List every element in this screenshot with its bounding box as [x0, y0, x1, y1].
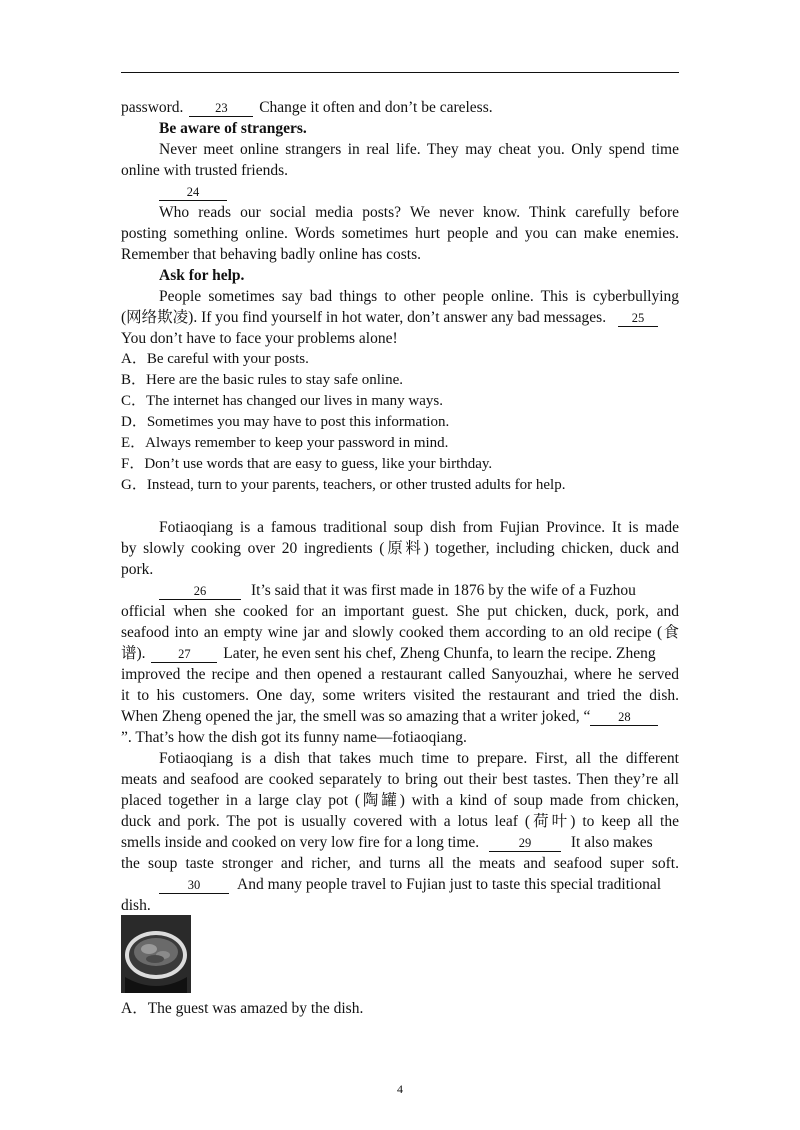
paragraph-line: it to his customers. One day, some writers visited the restaurant and tried the dish. — [121, 687, 679, 704]
blank-24-line — [159, 181, 679, 202]
soup-dish-image — [121, 915, 191, 993]
blank-23[interactable]: 23 — [189, 100, 253, 117]
paragraph-line: Remember that behaving badly online has costs. — [121, 246, 422, 263]
paragraph-line: duck and pork. The pot is usually covered with a lotus leaf (荷叶) to keep all the — [121, 813, 679, 830]
paragraph-line: by slowly cooking over 20 ingredients (原料) together, including chicken, duck and — [121, 540, 679, 557]
blank-26[interactable]: 26 — [159, 583, 241, 600]
heading-help: Ask for help. — [159, 267, 245, 284]
option-item: F．Don’t use words that are easy to guess, like your birthday. — [121, 456, 493, 472]
blank-24[interactable]: 24 — [159, 184, 227, 201]
blank-27[interactable]: 27 — [151, 646, 217, 663]
paragraph-line: posting something online. Words sometimes hurt people and you can make enemies. — [121, 225, 679, 242]
paragraph-line: improved the recipe and then opened a restaurant called Sanyouzhai, where he served — [121, 666, 679, 683]
blank-29[interactable]: 29 — [489, 835, 561, 852]
heading-strangers: Be aware of strangers. — [159, 120, 307, 137]
option-item: G．Instead, turn to your parents, teachers, or other trusted adults for help. — [121, 477, 566, 493]
blank-28[interactable]: 28 — [590, 709, 658, 726]
passage1-line1: password. 23 Change it often and don’t be careless. — [121, 99, 493, 116]
paragraph-line: Fotiaoqiang is a famous traditional soup dish from Fujian Province. It is made — [159, 519, 679, 536]
paragraph-line: You don’t have to face your problems alone! — [121, 330, 398, 347]
option-item: D．Sometimes you may have to post this information. — [121, 414, 450, 430]
blank-30[interactable]: 30 — [159, 877, 229, 894]
paragraph-line: Who reads our social media posts? We never know. Think carefully before — [159, 204, 679, 221]
option-item: A．Be careful with your posts. — [121, 351, 309, 367]
option-item: C．The internet has changed our lives in many ways. — [121, 393, 444, 409]
paragraph-line: Fotiaoqiang is a dish that takes much time to prepare. First, all the different — [159, 750, 679, 767]
paragraph-line: People sometimes say bad things to other people online. This is cyberbullying — [159, 288, 679, 305]
paragraph-line: ”. That’s how the dish got its funny name—fotiaoqiang. — [121, 729, 467, 746]
page-number: 4 — [397, 1082, 403, 1096]
header-rule — [121, 72, 679, 73]
paragraph-line: smells inside and cooked on very low fire for a long time. 29 It also makes — [121, 834, 653, 851]
paragraph-line: 30 And many people travel to Fujian just to taste this special traditional — [159, 874, 679, 895]
paragraph-line: When Zheng opened the jar, the smell was so amazing that a writer joked, “ 28 — [121, 706, 679, 727]
paragraph-line: online with trusted friends. — [121, 162, 289, 179]
paragraph-line: (网络欺凌). If you find yourself in hot water, don’t answer any bad messages. 25 — [121, 307, 679, 328]
option-item: A．The guest was amazed by the dish. — [121, 1000, 364, 1017]
paragraph-line: seafood into an empty wine jar and slowly cooked them according to an old recipe (食 — [121, 624, 679, 641]
paragraph-line: 26 It’s said that it was first made in 1876 by the wife of a Fuzhou — [159, 580, 679, 601]
soup-bowl-icon — [121, 915, 191, 993]
paragraph-line: placed together in a large clay pot (陶罐) with a kind of soup made from chicken, — [121, 792, 679, 809]
blank-25[interactable]: 25 — [618, 310, 658, 327]
paragraph-line: pork. — [121, 561, 154, 578]
option-item: B．Here are the basic rules to stay safe online. — [121, 372, 403, 388]
paragraph-line: meats and seafood are cooked separately to bring out their best tastes. Then they’re all — [121, 771, 679, 788]
paragraph-line: official when she cooked for an important guest. She put chicken, duck, pork, and — [121, 603, 679, 620]
paragraph-line: dish. — [121, 897, 151, 914]
paragraph-line: 谱). 27 Later, he even sent his chef, Zheng Chunfa, to learn the recipe. Zheng — [121, 645, 656, 662]
paragraph-line: the soup taste stronger and richer, and turns all the meats and seafood super soft. — [121, 855, 679, 872]
paragraph-line: Never meet online strangers in real life. They may cheat you. Only spend time — [159, 141, 679, 158]
option-item: E．Always remember to keep your password in mind. — [121, 435, 449, 451]
